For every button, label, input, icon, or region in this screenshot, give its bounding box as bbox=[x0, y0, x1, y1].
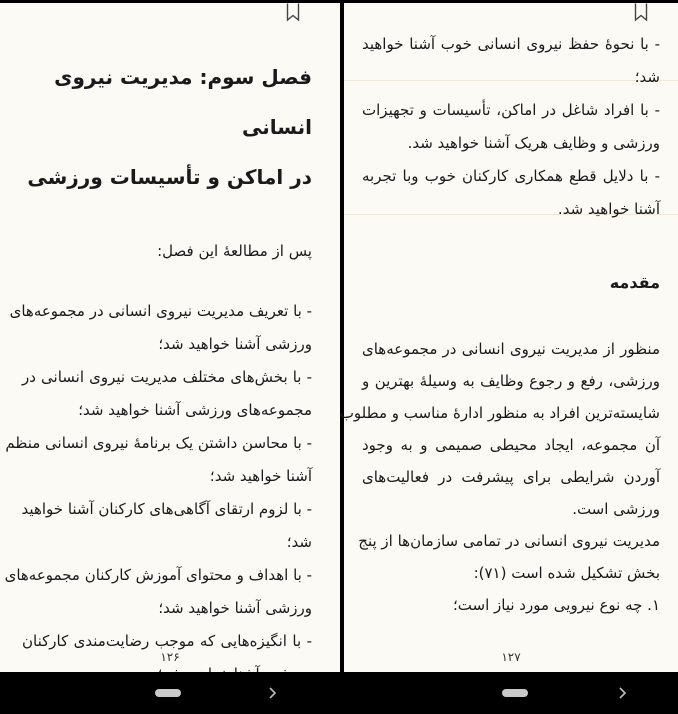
objectives-list bbox=[362, 28, 660, 226]
bookmark-icon[interactable] bbox=[286, 3, 300, 21]
section-heading: مقدمه bbox=[609, 273, 660, 292]
list-line: - با انگیزه‌هایی که موجب رضایت‌مندی کارکنان bbox=[22, 632, 312, 650]
paragraph-line: آوردن شرایطی برای پیشرفت در فعالیت‌های bbox=[362, 468, 660, 486]
page-number: ۱۲۶ bbox=[160, 650, 180, 664]
intro-paragraph bbox=[339, 333, 660, 621]
list-line: - با تعریف مدیریت نیروی انسانی در مجموعه‌های bbox=[9, 302, 312, 320]
paragraph-line: مدیریت نیروی انسانی در تمامی سازمان‌ها از پنج bbox=[358, 532, 660, 550]
paragraph-line: بخش تشکیل شده است (۷۱): bbox=[473, 564, 660, 582]
top-edge bbox=[344, 0, 678, 3]
bookmark-icon[interactable] bbox=[634, 3, 648, 21]
paragraph-line: منظور از مدیریت نیروی انسانی در مجموعه‌های bbox=[362, 340, 660, 358]
right-page-content bbox=[339, 28, 660, 621]
paragraph-line: ۱. چه نوع نیرویی مورد نیاز است؛ bbox=[453, 596, 660, 614]
left-page-content bbox=[4, 52, 312, 691]
paragraph-line: شایسته‌ترین افراد به منظور ادارۀ مناسب و مطلوب bbox=[339, 404, 660, 422]
system-nav-bar bbox=[0, 672, 340, 714]
system-nav-bar bbox=[344, 672, 678, 714]
right-page bbox=[339, 0, 678, 672]
list-line: ورزشی آشنا خواهید شد؛ bbox=[158, 599, 312, 617]
left-page bbox=[0, 0, 340, 672]
paragraph-line: آن مجموعه، ایجاد محیطی صمیمی و به وجود bbox=[362, 436, 660, 454]
list-line: - با اهداف و محتوای آموزش کارکنان مجموعه‌های bbox=[4, 566, 312, 584]
chevron-right-icon[interactable] bbox=[266, 685, 278, 701]
chevron-right-icon[interactable] bbox=[616, 685, 628, 701]
list-line: - با محاسن داشتن یک برنامۀ نیروی انسانی منظم bbox=[5, 434, 312, 452]
list-line: آشنا خواهید شد. bbox=[557, 200, 660, 218]
list-line: شد؛ bbox=[634, 68, 660, 86]
page-number: ۱۲۷ bbox=[501, 650, 521, 664]
objectives-list bbox=[4, 295, 312, 691]
chapter-title-line: فصل سوم: مدیریت نیروی انسانی bbox=[54, 65, 312, 139]
paragraph-line: ورزشی است. bbox=[572, 500, 660, 518]
list-line: مجموعه‌های ورزشی آشنا خواهید شد؛ bbox=[78, 401, 312, 419]
list-line: ورزشی آشنا خواهید شد؛ bbox=[158, 335, 312, 353]
paragraph-line: ورزشی، رفع و رجوع وظایف به وسیلۀ بهترین و bbox=[362, 372, 660, 390]
list-line: - با نحوۀ حفظ نیروی انسانی خوب آشنا خواهید bbox=[362, 35, 660, 53]
chapter-title-line: در اماکن و تأسیسات ورزشی bbox=[27, 165, 312, 189]
list-line: - با دلایل قطع همکاری کارکنان خوب وبا تجربه bbox=[362, 167, 660, 185]
list-line: - با بخش‌های مختلف مدیریت نیروی انسانی در bbox=[22, 368, 312, 386]
list-line: شد؛ bbox=[286, 533, 312, 551]
list-line: آشنا خواهید شد؛ bbox=[209, 467, 312, 485]
home-pill-icon[interactable] bbox=[502, 689, 528, 697]
list-line: ورزشی و وظایف هریک آشنا خواهید شد. bbox=[407, 134, 660, 152]
home-pill-icon[interactable] bbox=[155, 689, 181, 697]
list-line: - با افراد شاغل در اماکن، تأسیسات و تجهیزات bbox=[362, 101, 660, 119]
intro-text: پس از مطالعۀ این فصل: bbox=[157, 242, 312, 260]
chapter-title bbox=[22, 52, 312, 202]
list-line: - با لزوم ارتقای آگاهی‌های کارکنان آشنا خواهید bbox=[21, 500, 312, 518]
